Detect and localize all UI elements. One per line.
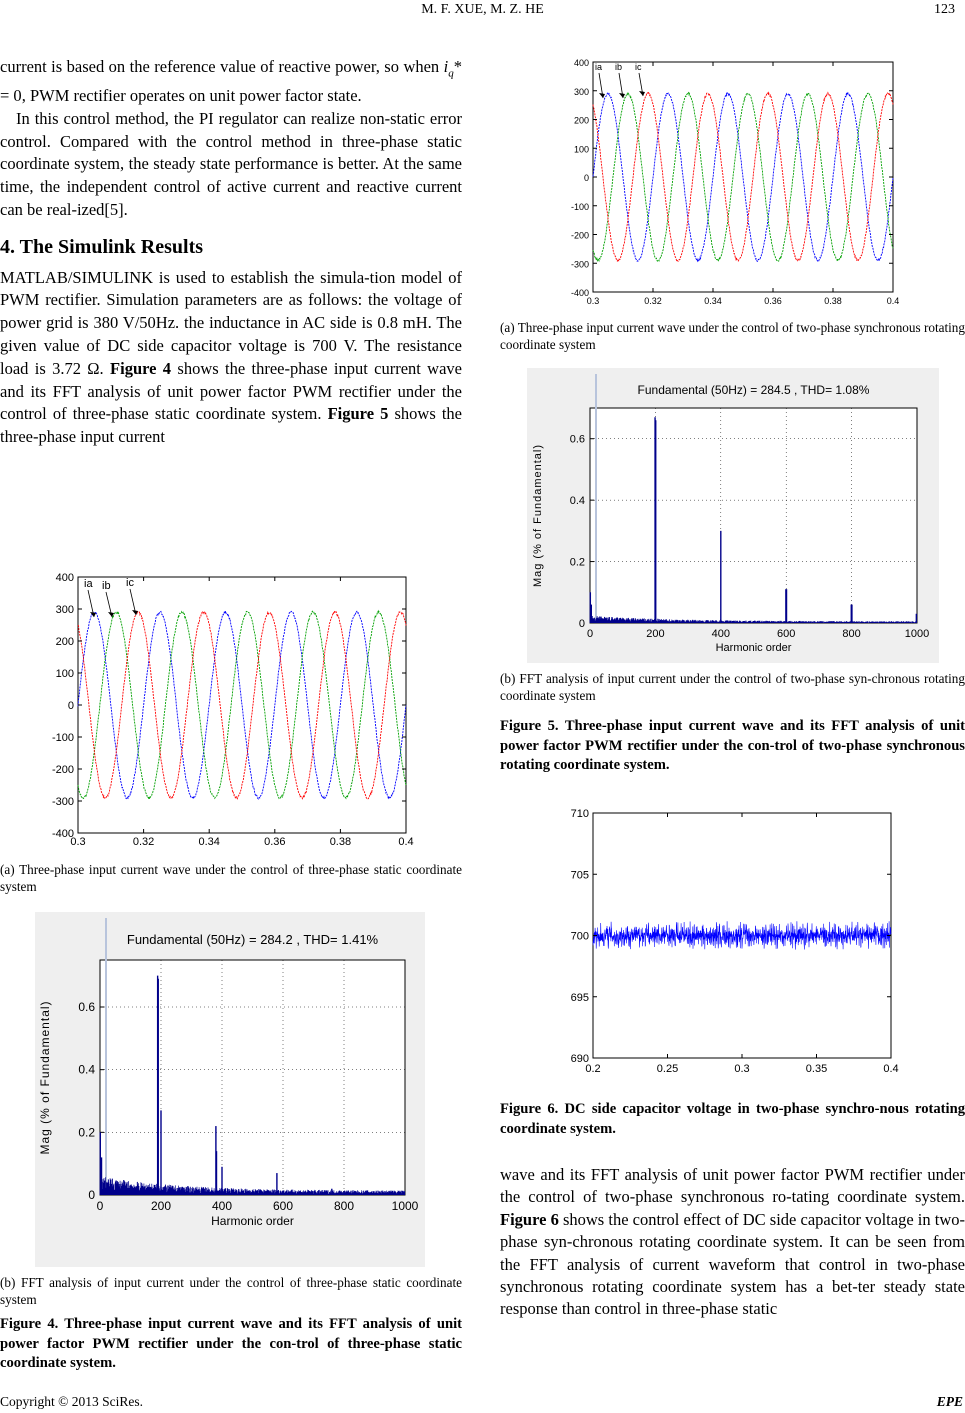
x-tick-label: 0.38: [824, 296, 842, 306]
series-label-ib: ib: [615, 62, 623, 72]
x-tick-label: 0.38: [329, 836, 352, 848]
x-tick-label: 0.36: [764, 296, 782, 306]
y-tick-label: 100: [573, 144, 589, 155]
x-tick-label: 0.3: [70, 836, 86, 848]
page-number: 123: [934, 2, 955, 17]
series-label-ib: ib: [102, 580, 111, 592]
plot-frame: [100, 960, 405, 1195]
x-tick-label: 0: [96, 1199, 104, 1213]
series-label-ic: ic: [635, 62, 642, 72]
chart-title: Fundamental (50Hz) = 284.2 , THD= 1.41%: [126, 932, 379, 947]
figure-5-caption: Figure 5. Three-phase input current wave and its FFT analysis of unit power factor PWM rectifier under the con-trol of two-phase synchronous rotating coordinate system.: [500, 718, 965, 774]
y-tick-label: 0: [578, 618, 585, 630]
x-tick-label: 0.32: [644, 296, 662, 306]
x-tick-label: 400: [211, 1199, 233, 1213]
paragraph-1: current is based on the reference value of reactive power, so when $i_q* = 0$, PWM rectifier operates on unit power factor state.: [0, 57, 462, 106]
y-tick-label: -300: [51, 796, 74, 808]
figure-5b-fft-plot: [527, 368, 939, 663]
y-axis-label: Mag (% of Fundamental): [38, 1000, 52, 1155]
x-tick-label: 0.4: [883, 1063, 899, 1075]
x-tick-label: 0.3: [586, 296, 600, 306]
paragraph-2: In this control method, the PI regulator can realize non-static error control. Compared with the control method in three-phase static coordinate system, the steady state performance is better. At the same time, the independent control of active current and reactive current can be real-ized[5].: [0, 108, 462, 220]
x-tick-label: 600: [272, 1199, 294, 1213]
footer-copyright: Copyright © 2013 SciRes.: [0, 1394, 144, 1409]
y-tick-label: -100: [570, 201, 589, 212]
y-tick-label: -300: [570, 259, 589, 270]
x-tick-label: 0.4: [398, 836, 414, 848]
figure-4a-caption: (a) Three-phase input current wave under the control of three-phase static coordinate system: [0, 862, 462, 894]
chart-title: Fundamental (50Hz) = 284.5 , THD= 1.08%: [637, 383, 870, 397]
y-tick-label: 0.2: [569, 556, 585, 569]
figure-5a-wave-plot: [555, 52, 910, 307]
section-title: 4. The Simulink Results: [0, 235, 204, 258]
x-tick-label: 0.25: [656, 1063, 679, 1075]
y-tick-label: -400: [51, 828, 74, 840]
x-tick-label: 0.34: [198, 836, 220, 848]
figure-4-caption: Figure 4. Three-phase input current wave and its FFT analysis of unit power factor PWM rectifier under the con-trol of three-phase static coordinate system.: [0, 1316, 462, 1372]
y-tick-label: 0.4: [569, 495, 585, 508]
series-label-ia: ia: [84, 578, 93, 590]
figure-5a-caption: (a) Three-phase input current wave under the control of two-phase synchronous rotating coordinate system: [500, 320, 965, 352]
figure-6-dc-voltage-plot: [555, 800, 910, 1085]
x-tick-label: 600: [777, 628, 796, 640]
paragraph-4: wave and its FFT analysis of unit power factor PWM rectifier under the control of two-phase synchronous ro-tating coordinate system. Figure 6 shows the control effect of DC side capacitor voltage in two-phase syn-chronous rotating coordinate system. It can be seen from the FFT analysis of current waveform that control in two-phase synchronous rotating coordinate system has a bet-ter steady state response than control in three-phase static: [500, 1165, 965, 1319]
x-tick-label: 200: [150, 1199, 172, 1213]
x-tick-label: 0.4: [886, 296, 900, 306]
y-tick-label: -100: [51, 732, 74, 744]
x-tick-label: 400: [711, 628, 730, 640]
x-tick-label: 0.2: [585, 1063, 601, 1075]
y-tick-label: 710: [570, 808, 589, 820]
y-tick-label: 100: [55, 668, 74, 680]
y-tick-label: 200: [573, 115, 589, 126]
series-label-ic: ic: [126, 577, 134, 589]
x-axis-label: Harmonic order: [211, 1214, 294, 1228]
y-tick-label: 200: [55, 636, 74, 648]
paragraph-3: MATLAB/SIMULINK is used to establish the simula-tion model of PWM rectifier. Simulation parameters are as follows: the voltage of power grid is 380 V/50Hz. the inductance in AC side is 0.8 mH. The given value of DC side capacitor voltage is 700 V. The resistance load is 3.72 Ω. Figure 4 shows the three-phase input current wave and its FFT analysis of unit power factor PWM rectifier under the control of three-phase static coordinate system. Figure 5 shows the three-phase input current: [0, 267, 463, 447]
figure-6-caption: Figure 6. DC side capacitor voltage in two-phase synchro-nous rotating coordinate system.: [500, 1101, 965, 1137]
y-tick-label: 695: [570, 991, 589, 1004]
left-column-text: [0, 56, 462, 449]
x-tick-label: 0.36: [264, 836, 286, 848]
y-tick-label: 300: [55, 604, 74, 616]
right-column-text: [500, 1164, 965, 1321]
x-tick-label: 1000: [904, 628, 930, 640]
y-tick-label: 690: [570, 1053, 589, 1065]
x-tick-label: 1000: [391, 1199, 419, 1213]
figure-4a-wave-plot: [40, 565, 420, 850]
x-tick-label: 800: [842, 628, 861, 640]
y-tick-label: 0.6: [569, 433, 585, 446]
y-tick-label: 700: [570, 930, 589, 943]
y-tick-label: -200: [570, 230, 589, 241]
x-tick-label: 800: [333, 1199, 355, 1213]
footer-journal: EPE: [936, 1394, 963, 1409]
y-tick-label: -200: [51, 764, 74, 776]
series-label-ia: ia: [595, 62, 603, 72]
y-tick-label: 0: [67, 700, 74, 712]
x-tick-label: 0.32: [132, 836, 155, 848]
y-tick-label: 0: [583, 173, 589, 183]
x-tick-label: 0.3: [734, 1063, 750, 1075]
y-tick-label: 0.4: [78, 1062, 95, 1077]
plot-frame: [78, 577, 406, 833]
figure-4b-fft-plot: [35, 912, 425, 1267]
y-tick-label: 300: [573, 86, 589, 97]
y-tick-label: 0.2: [78, 1125, 95, 1140]
figure-5b-caption: (b) FFT analysis of input current under the control of two-phase syn-chronous rotating coordinate system: [500, 671, 965, 703]
plot-frame: [590, 408, 917, 623]
x-tick-label: 0.34: [704, 296, 722, 306]
y-tick-label: 400: [573, 58, 589, 68]
x-tick-label: 200: [646, 628, 665, 640]
y-tick-label: -400: [570, 288, 589, 298]
x-tick-label: 0.35: [805, 1063, 828, 1075]
x-tick-label: 0: [586, 628, 594, 640]
y-axis-label: Mag (% of Fundamental): [532, 443, 544, 588]
y-tick-label: 400: [55, 572, 74, 584]
x-axis-label: Harmonic order: [715, 642, 792, 654]
y-tick-label: 0.6: [78, 1000, 95, 1014]
y-tick-label: 705: [570, 869, 589, 882]
figure-4b-caption: (b) FFT analysis of input current under the control of three-phase static coordinate system: [0, 1275, 462, 1307]
y-tick-label: 0: [88, 1188, 95, 1202]
running-header: M. F. XUE, M. Z. HE: [421, 2, 544, 17]
